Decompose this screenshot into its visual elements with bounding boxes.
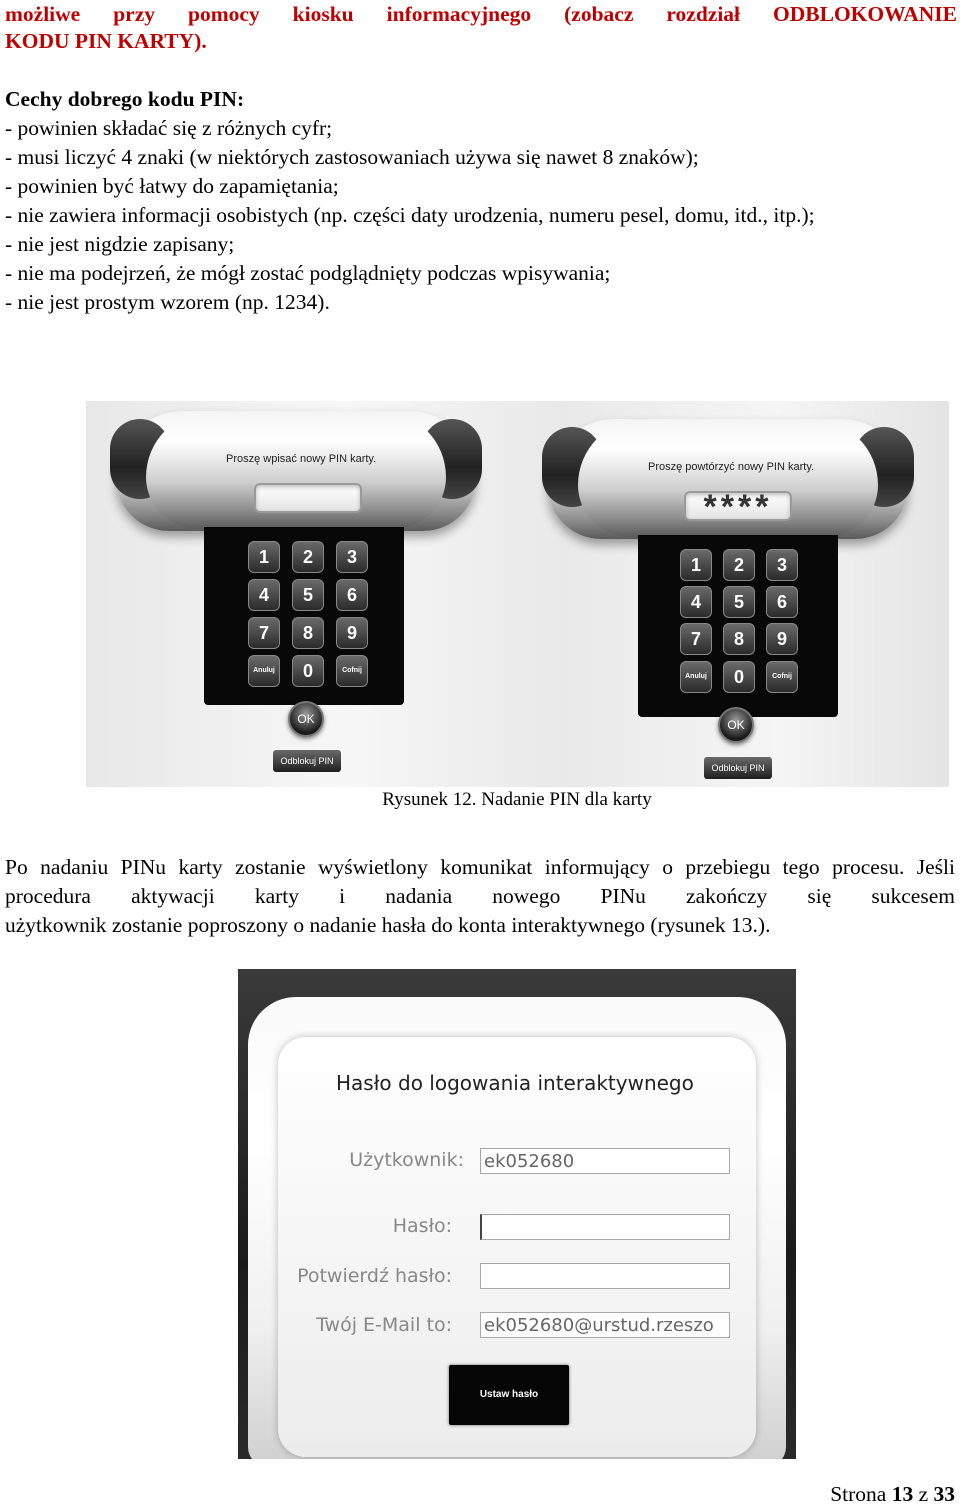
figure-12-caption: Rysunek 12. Nadanie PIN dla karty xyxy=(382,789,652,810)
key-2[interactable]: 2 xyxy=(723,549,755,581)
key-0[interactable]: 0 xyxy=(292,655,324,687)
pin-prompt: Proszę wpisać nowy PIN karty. xyxy=(226,453,377,465)
ok-button[interactable]: OK xyxy=(288,701,324,737)
ok-button[interactable]: OK xyxy=(718,707,754,743)
form-title: Hasło do logowania interaktywnego xyxy=(336,1071,694,1095)
figure-13-image xyxy=(238,969,796,1459)
key-8[interactable]: 8 xyxy=(723,623,755,655)
pin-features-heading: Cechy dobrego kodu PIN: xyxy=(5,87,245,111)
email-label: Twój E-Mail to: xyxy=(316,1314,452,1336)
pin-features-list xyxy=(5,114,815,317)
kiosk-head xyxy=(116,411,476,531)
key-1[interactable]: 1 xyxy=(248,541,280,573)
intro-line-2: KODU PIN KARTY). xyxy=(5,29,207,53)
email-field[interactable]: ek052680@urstud.rzeszo xyxy=(480,1312,730,1338)
set-password-button[interactable]: Ustaw hasło xyxy=(449,1365,569,1425)
password-field[interactable] xyxy=(480,1214,730,1240)
kiosk-new-pin xyxy=(116,411,476,787)
pin-display xyxy=(254,483,362,513)
key-5[interactable]: 5 xyxy=(723,586,755,618)
key-7[interactable]: 7 xyxy=(680,623,712,655)
kiosk-frame xyxy=(248,997,786,1459)
unblock-pin-button[interactable]: Odblokuj PIN xyxy=(273,750,341,772)
username-field[interactable]: ek052680 xyxy=(480,1148,730,1174)
key-4[interactable]: 4 xyxy=(248,579,280,611)
figure-12-image xyxy=(86,401,949,787)
key-3[interactable]: 3 xyxy=(766,549,798,581)
key-4[interactable]: 4 xyxy=(680,586,712,618)
list-item: - musi liczyć 4 znaki (w niektórych zastosowaniach używa się nawet 8 znaków); xyxy=(5,145,699,169)
keypad xyxy=(638,535,838,717)
list-item: - nie jest prostym wzorem (np. 1234). xyxy=(5,290,330,314)
list-item: - nie ma podejrzeń, że mógł zostać podglądnięty podczas wpisywania; xyxy=(5,261,611,285)
password-form-panel xyxy=(278,1037,756,1457)
current-page-number: 13 xyxy=(891,1482,914,1506)
confirm-password-field[interactable] xyxy=(480,1263,730,1289)
key-6[interactable]: 6 xyxy=(336,579,368,611)
list-item: - nie jest nigdzie zapisany; xyxy=(5,232,235,256)
footer-separator: z xyxy=(918,1482,929,1506)
key-7[interactable]: 7 xyxy=(248,617,280,649)
backspace-key[interactable]: Cofnij xyxy=(766,661,798,693)
total-pages-number: 33 xyxy=(933,1482,955,1506)
key-5[interactable]: 5 xyxy=(292,579,324,611)
body-paragraph-last-line: użytkownik zostanie poproszony o nadanie hasła do konta interaktywnego (rysunek 13.). xyxy=(5,913,771,937)
body-paragraph: Po nadaniu PINu karty zostanie wyświetlony komunikat informujący o przebiegu tego procesu. Jeśli procedura aktywacji karty i nadania nowego PINu zakończy się sukcesem xyxy=(5,855,955,908)
key-9[interactable]: 9 xyxy=(766,623,798,655)
pin-display: **** xyxy=(684,491,792,521)
page-footer xyxy=(830,1482,955,1507)
backspace-key[interactable]: Cofnij xyxy=(336,655,368,687)
keypad xyxy=(204,527,404,705)
cancel-key[interactable]: Anuluj xyxy=(680,661,712,693)
key-1[interactable]: 1 xyxy=(680,549,712,581)
list-item: - powinien składać się z różnych cyfr; xyxy=(5,116,333,140)
key-9[interactable]: 9 xyxy=(336,617,368,649)
confirm-password-label: Potwierdź hasło: xyxy=(297,1265,452,1287)
key-0[interactable]: 0 xyxy=(723,661,755,693)
password-label: Hasło: xyxy=(392,1215,452,1237)
key-2[interactable]: 2 xyxy=(292,541,324,573)
username-label: Użytkownik: xyxy=(349,1149,464,1171)
list-item: - nie zawiera informacji osobistych (np. części daty urodzenia, numeru pesel, domu, itd., itp.); xyxy=(5,203,815,227)
intro-line-1: możliwe przy pomocy kiosku informacyjnego (zobacz rozdział ODBLOKOWANIE xyxy=(5,2,957,26)
list-item: - powinien być łatwy do zapamiętania; xyxy=(5,174,339,198)
pin-prompt: Proszę powtórzyć nowy PIN karty. xyxy=(648,461,815,473)
unblock-pin-button[interactable]: Odblokuj PIN xyxy=(704,757,772,779)
kiosk-repeat-pin xyxy=(548,419,908,787)
cancel-key[interactable]: Anuluj xyxy=(248,655,280,687)
footer-prefix: Strona xyxy=(830,1482,887,1506)
key-8[interactable]: 8 xyxy=(292,617,324,649)
key-3[interactable]: 3 xyxy=(336,541,368,573)
key-6[interactable]: 6 xyxy=(766,586,798,618)
